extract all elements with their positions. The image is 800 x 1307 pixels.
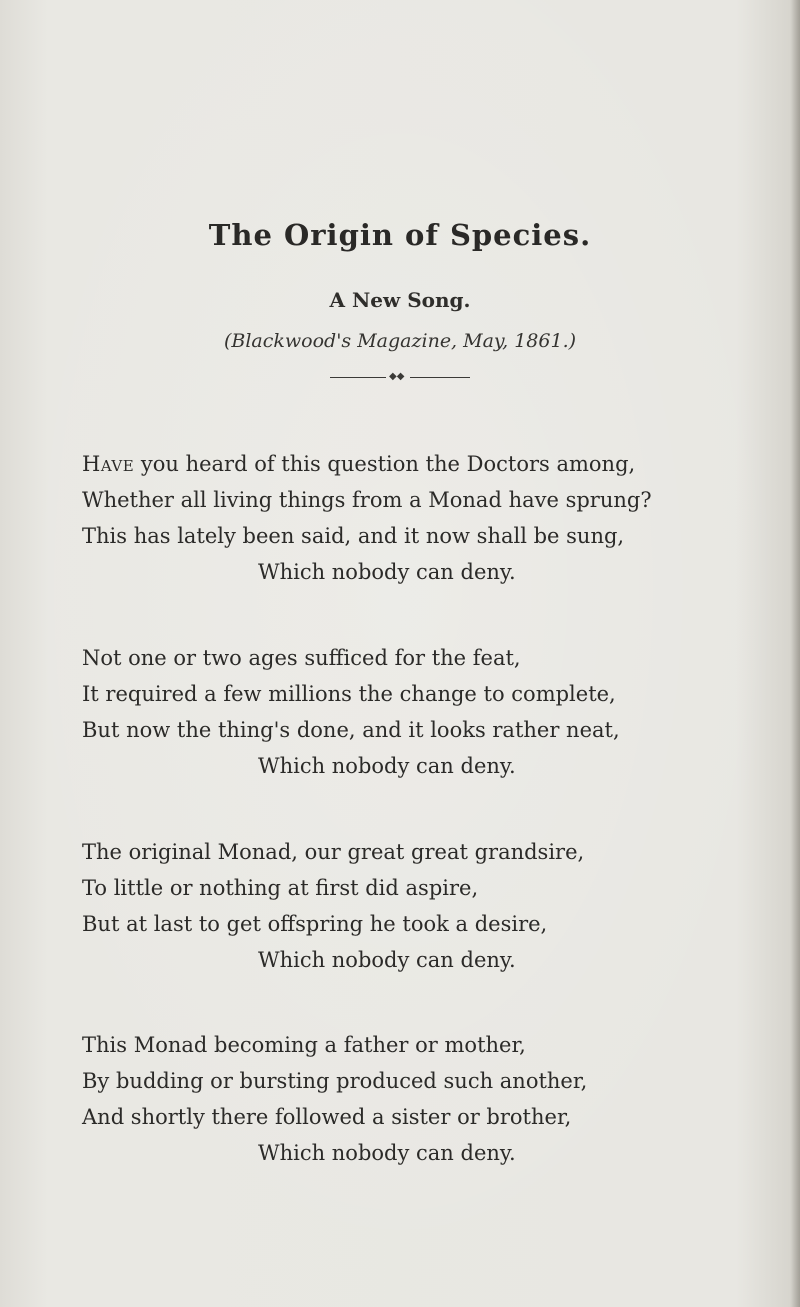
poem-title: The Origin of Species. [208,218,592,252]
stanza-4 [82,1027,782,1171]
stanza-line: This has lately been said, and it now shall be sung, [82,524,625,548]
stanza-line-text: you heard of this question the Doctors among, [134,452,636,476]
ornament-mark: ◆◆ [389,371,405,382]
refrain-line: Which nobody can deny. [258,1141,516,1165]
refrain-line: Which nobody can deny. [258,560,516,584]
stanza-3 [82,834,782,978]
stanza-line: But at last to get offspring he took a desire, [82,912,548,936]
ornament-divider [330,372,470,384]
stanza-line: To little or nothing at first did aspire, [82,876,479,900]
ornament-line-left [330,377,386,378]
stanza-line: The original Monad, our great great grandsire, [82,840,585,864]
poem-subtitle: A New Song. [329,288,471,312]
refrain-line: Which nobody can deny. [258,754,516,778]
stanza-line: But now the thing's done, and it looks rather neat, [82,718,620,742]
stanza-2 [82,640,782,784]
ornament-line-right [410,377,470,378]
page-edge-shadow [790,0,800,1307]
stanza-line: Not one or two ages sufficed for the feat, [82,646,521,670]
refrain-line: Which nobody can deny. [258,948,516,972]
stanza-line: This Monad becoming a father or mother, [82,1033,526,1057]
stanza-line: Whether all living things from a Monad have sprung? [82,488,652,512]
stanza-line [82,446,782,482]
stanza-line: It required a few millions the change to complete, [82,682,616,706]
stanza-1 [82,446,782,590]
source-citation: (Blackwood's Magazine, May, 1861.) [223,330,577,352]
stanza-line: And shortly there followed a sister or brother, [82,1105,572,1129]
stanza-line: By budding or bursting produced such another, [82,1069,588,1093]
drop-word: Have [82,452,135,476]
